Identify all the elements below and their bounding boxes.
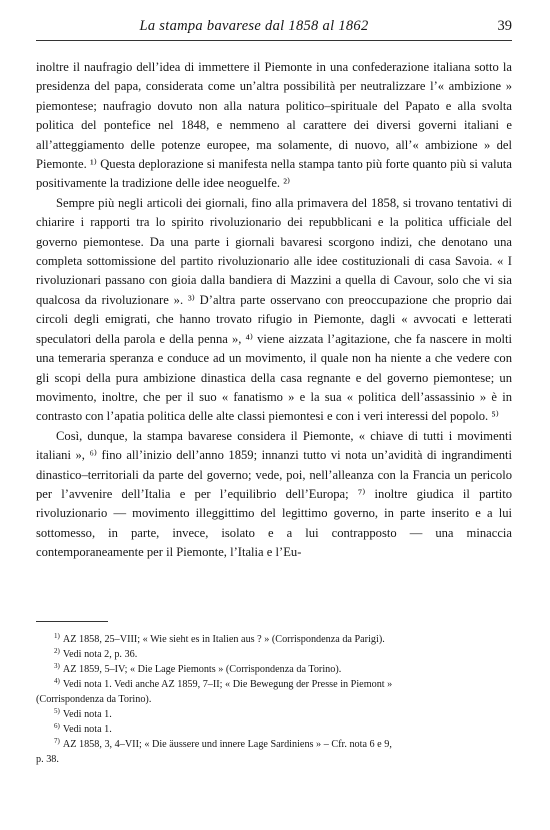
footnotes	[36, 632, 512, 767]
footnote-5	[36, 707, 512, 722]
footnote-text: (Corrispondenza da Torino).	[36, 694, 152, 705]
footnote-mark: 7)	[54, 737, 60, 745]
footnote-text: AZ 1858, 25–VIII; « Wie sieht es in Italien aus ? » (Corrispondenza da Parigi).	[62, 634, 385, 645]
footnote-4	[36, 677, 512, 692]
paragraph-1: inoltre il naufragio dell’idea di immettere il Piemonte in una confederazione italiana sotto la presidenza del papa, considerata come un’altra possibilità per neutralizzare l’« ambizione » piemontese; naufragio dovuto non alla natura politico–spirituale del Papato e alla svolta politica del pontefice nel 1848, e nemmeno al carattere dei diversi governi italiani e all’atteggiamento delle potenze europee, ma solamente, di nuovo, all’« ambizione » del Piemonte. ¹⁾ Questa deplorazione si manifesta nella stampa tanto più forte quanto più si valuta positivamente la tradizione delle idee neoguelfe. ²⁾	[36, 60, 512, 191]
footnote-7-continued	[36, 752, 512, 767]
footnote-4-continued	[36, 692, 512, 707]
page-header	[36, 18, 512, 40]
footnote-text: Vedi nota 1.	[62, 724, 112, 735]
footnote-text: p. 38.	[36, 754, 59, 765]
footnote-mark: 2)	[54, 647, 60, 655]
paragraph-2: Sempre più negli articoli dei giornali, fino alla primavera del 1858, si trovano tentativi di chiarire i rapporti tra lo spirito rivoluzionario dei repubblicani e la politica ufficiale del governo piemontese. Da una parte i giornali bavaresi scorgono indizi, che denotano una completa sottomissione del partito rivoluzionario alle idee costituzionali di casa Savoia. « I rivoluzionari passano con gioia dalla bandiera di Mazzini a quella di Cavour, solo che vi sia qualcosa da rivoluzionare ». ³⁾ D’altra parte osservano con preoccupazione che proprio dai circoli degli emigrati, che hanno trovato rifugio in Piemonte, dagli « avvocati e letterati speculatori della parola e della penna », ⁴⁾ viene aizzata l’agitazione, che fa nascere in molti una temeraria speranza e conduce ad un movimento, il quale non ha niente a che vedere con gli scopi della pura ambizione dinastica della casa regnante e del governo piemontese; un movimento, inoltre, che per il suo « fanatismo » e la sua « politica dell’assassinio » è in contrasto con l’apatia politica delle alte classi piemontesi e con i veri interessi del popolo. ⁵⁾	[36, 195, 512, 424]
footnote-text: Vedi nota 1.	[62, 709, 112, 720]
footnote-mark: 4)	[54, 677, 60, 685]
header-rule	[36, 40, 512, 41]
body-text	[36, 58, 512, 563]
footnote-rule	[36, 621, 108, 622]
footnote-text: AZ 1859, 5–IV; « Die Lage Piemonts » (Corrispondenza da Torino).	[62, 664, 342, 675]
footnote-6	[36, 722, 512, 737]
footnote-mark: 1)	[54, 632, 60, 640]
paragraph-3: Così, dunque, la stampa bavarese considera il Piemonte, « chiave di tutti i movimenti italiani », ⁶⁾ fino all’inizio dell’anno 1859; innanzi tutto vi nota un’avidità di ingrandimenti dinastico–territoriali da parte del governo; vede, poi, nell’alleanza con la Francia un pericolo per l’avvenire dell’Italia e per l’equilibrio dell’Europa; ⁷⁾ inoltre giudica il partito rivoluzionario — movimento illeggittimo del legittimo governo, in parte inserito e a lui sottomesso, in parte, invece, isolato e a lui contrapposto — una minaccia contemporaneamente per il Piemonte, l’Italia e l’Eu-	[36, 428, 512, 560]
footnote-mark: 5)	[54, 707, 60, 715]
footnote-2	[36, 647, 512, 662]
running-title: La stampa bavarese dal 1858 al 1862	[139, 18, 369, 34]
footnote-text: Vedi nota 2, p. 36.	[62, 649, 138, 660]
footnote-7	[36, 737, 512, 752]
footnote-1	[36, 632, 512, 647]
footnote-3	[36, 662, 512, 677]
footnote-text: AZ 1858, 3, 4–VII; « Die äussere und innere Lage Sardiniens » – Cfr. nota 6 e 9,	[62, 739, 392, 750]
footnote-mark: 3)	[54, 662, 60, 670]
footnote-text: Vedi nota 1. Vedi anche AZ 1859, 7–II; « Die Bewegung der Presse in Piemont »	[62, 679, 393, 690]
page-number: 39	[497, 18, 512, 34]
footnote-mark: 6)	[54, 722, 60, 730]
